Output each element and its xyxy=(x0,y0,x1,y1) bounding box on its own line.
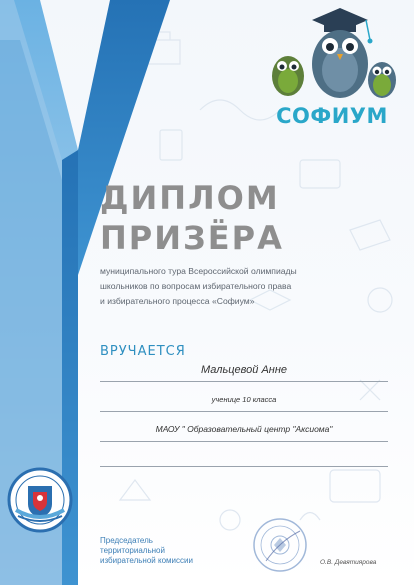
diploma-title-line2: ПРИЗЁРА xyxy=(100,219,284,257)
divider-line xyxy=(100,411,388,412)
official-seal-icon xyxy=(252,517,308,573)
description-line: и избирательного процесса «Софиум» xyxy=(100,296,255,306)
signer-name: О.В. Девятиярова xyxy=(320,559,377,566)
commission-emblem-icon xyxy=(6,466,74,534)
awarded-label: ВРУЧАЕТСЯ xyxy=(100,344,186,359)
diploma-description xyxy=(100,264,400,309)
signatory-position xyxy=(100,536,193,566)
grade-text: ученице 10 класса xyxy=(211,395,277,404)
brand-name: СОФИУМ xyxy=(276,104,388,128)
position-line: территориальной xyxy=(100,546,165,555)
description-line: муниципального тура Всероссийской олимпиады xyxy=(100,266,297,276)
sofium-logo xyxy=(262,6,402,136)
position-line: избирательной комиссии xyxy=(100,556,193,565)
owls-logo-icon xyxy=(262,6,402,102)
divider-line xyxy=(100,466,388,467)
divider-line xyxy=(100,441,388,442)
diploma-title-line1: ДИПЛОМ xyxy=(100,179,280,217)
position-line: Председатель xyxy=(100,536,153,545)
recipient-name: Мальцевой Анне xyxy=(200,364,288,376)
school-text: МАОУ " Образовательный центр "Аксиома" xyxy=(155,424,333,434)
description-line: школьников по вопросам избирательного права xyxy=(100,281,292,291)
divider-line xyxy=(100,381,388,382)
